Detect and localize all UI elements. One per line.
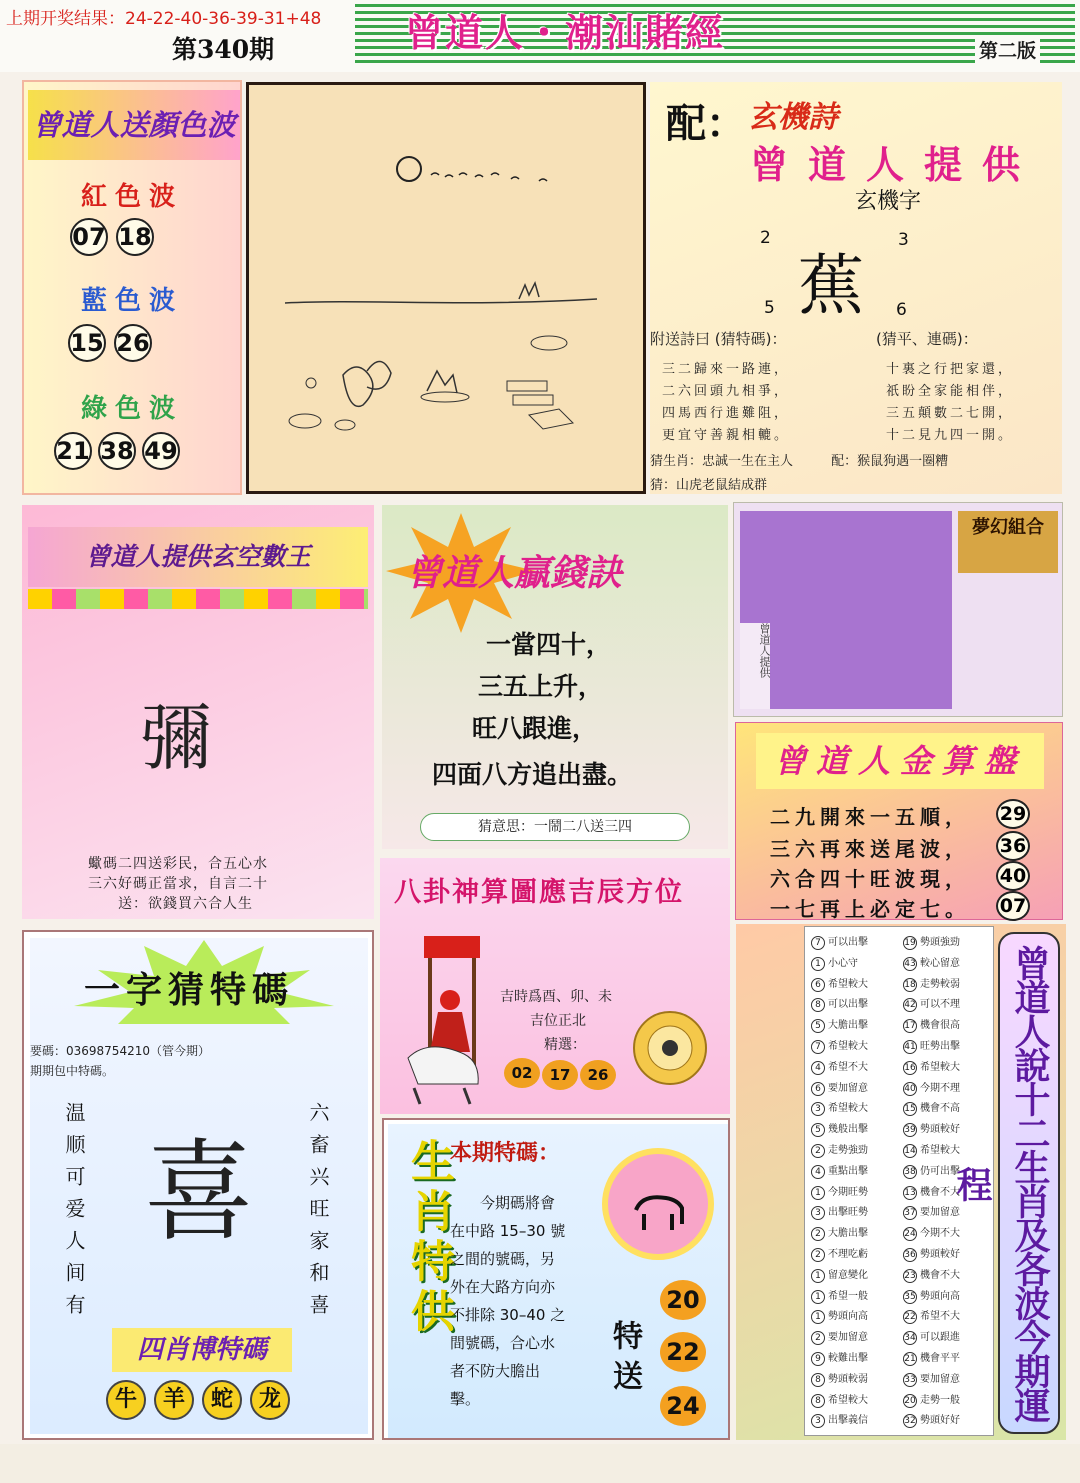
- zodiac-fortune-text: 幾般出擊: [828, 1124, 868, 1136]
- abacus-line: 三六再來送尾波，: [770, 837, 970, 861]
- zodiac-fortune-number: 7: [811, 936, 825, 950]
- guess-right-column: 六畜兴旺家和喜: [306, 1102, 330, 1326]
- zodiac-fortune-number: 4: [811, 1165, 825, 1179]
- zodiac-fortune-row: [903, 1266, 960, 1283]
- zodiac-fortune-row: [903, 1141, 960, 1158]
- special-vertical-title: 生肖特供: [403, 1138, 454, 1338]
- zodiac-fortune-text: 出擊旺勢: [828, 1207, 868, 1219]
- zodiac-fortune-text: 今期旺勢: [828, 1186, 868, 1198]
- color-wave-title: 曾道人送顏色波: [28, 90, 240, 160]
- zodiac-fortune-row: [811, 1120, 868, 1137]
- guess-code-line: 期期包中特碼。: [30, 1064, 115, 1078]
- special-title: 本期特碼：: [450, 1141, 561, 1166]
- zodiac-fortune-text: 機會平平: [920, 1353, 960, 1364]
- zodiac-fortune-row: [811, 995, 868, 1012]
- zodiac-fortune-row: [811, 1203, 868, 1220]
- zodiac-fortune-row: [903, 1349, 960, 1366]
- zodiac-fortune-number: 21: [904, 1354, 916, 1364]
- win-line: 一當四十，: [486, 630, 612, 659]
- mystery-line: 送：欲錢買六合人生: [118, 896, 253, 912]
- zodiac-fortune-text: 重點出擊: [828, 1165, 868, 1177]
- zodiac-fortune-text: 較心留意: [920, 957, 960, 969]
- zodiac-fortune-row: [903, 1307, 960, 1324]
- zodiac-fortune-row: [903, 1016, 960, 1033]
- bagua-lucky-direction: 吉位正北: [530, 1013, 586, 1029]
- zodiac-fortune-row: [811, 1411, 868, 1428]
- issue-number: 第340期: [172, 35, 275, 64]
- poem-pei-label: 配：: [666, 100, 746, 147]
- zodiac-fortune-row: [811, 1099, 868, 1116]
- poem-title: 玄機詩: [748, 100, 838, 135]
- zodiac-fortune-text: 大膽出擊: [828, 1228, 868, 1240]
- zodiac-fortune-row: [811, 954, 858, 971]
- zodiac-fortune-row: [811, 1141, 868, 1158]
- special-number: 24: [660, 1386, 706, 1426]
- zodiac-fortune-text: 勢頭向高: [920, 1290, 960, 1302]
- poem-subtitle-right: (猜平、連碼)：: [876, 330, 978, 348]
- poem-line-right: 三五顛數二七開，: [886, 406, 1015, 421]
- zodiac-fortune-row: [811, 1016, 868, 1033]
- poem-line-right: 祇盼全家能相伴，: [886, 384, 1015, 399]
- xuanji-character: 蕉: [798, 247, 864, 324]
- win-title: 曾道人贏錢訣: [406, 553, 623, 594]
- zodiac-fortune-text: 希望較大: [828, 1394, 868, 1406]
- poem-subtitle-left: 附送詩曰 (猜特碼)：: [650, 330, 787, 348]
- zodiac-fortune-row: [903, 1203, 960, 1220]
- zodiac-fortune-row: [903, 1411, 960, 1428]
- bagua-number: 17: [542, 1060, 578, 1090]
- zodiac-fortune-row: [811, 1328, 868, 1345]
- abacus-number: 36: [996, 831, 1030, 861]
- pei-line-text: 配：猴鼠狗遇一圈糟: [831, 454, 949, 469]
- special-text-line: 不排除 30–40 之: [450, 1306, 566, 1324]
- zodiac-fortune-text: 可以跟進: [920, 1332, 960, 1344]
- mystery-number-panel: [22, 505, 374, 919]
- zodiac-fortune-row: [811, 1391, 868, 1408]
- zodiac-fortune-text: 機會不大: [920, 1269, 960, 1281]
- zodiac-fortune-text: 仍可出擊: [920, 1165, 960, 1177]
- riddle-illustration-panel: [246, 82, 646, 494]
- special-send-label: 特送: [607, 1320, 642, 1400]
- zodiac-fortune-text: 可以不理: [920, 999, 960, 1011]
- zodiac-fortune-text: 希望較大: [920, 1145, 960, 1156]
- zodiac-fortune-number: 20: [904, 1395, 916, 1406]
- zodiac-fortune-text: 要加留意: [920, 1207, 960, 1219]
- zodiac-fortune-number: 39: [904, 1125, 916, 1136]
- win-money-panel: [382, 505, 728, 849]
- zodiac-fortune-number: 38: [904, 1166, 916, 1177]
- guess-zodiac-line: [650, 450, 948, 469]
- zodiac-fortune-number: 8: [811, 1394, 825, 1408]
- zodiac-fortune-text: 出擊義信: [828, 1415, 868, 1427]
- zodiac-fortune-number: 2: [811, 1248, 825, 1262]
- bagua-title: 八卦神算圖應吉辰方位: [394, 877, 684, 908]
- zodiac-fortune-number: 8: [811, 1373, 825, 1387]
- zodiac-fortune-text: 小心守: [828, 957, 858, 969]
- zodiac-fortune-text: 要加留意: [920, 1373, 960, 1385]
- zodiac-fortune-text: 希望不大: [920, 1311, 960, 1323]
- poem-line-left: 三二歸來一路連，: [662, 362, 791, 377]
- zodiac-fortune-text: 較難出擊: [828, 1353, 868, 1364]
- abacus-number: 07: [996, 891, 1030, 921]
- zodiac-fortune-number: 32: [904, 1416, 916, 1427]
- mystery-title: 曾道人提供玄空數王: [28, 527, 368, 587]
- bagua-selected-label: 精選：: [544, 1037, 586, 1053]
- sketch-illustration: [249, 85, 643, 491]
- zodiac-fortune-number: 34: [904, 1333, 916, 1344]
- red-wave-number: 07: [70, 218, 108, 256]
- zodiac-fortune-number: 40: [904, 1083, 916, 1094]
- zodiac-fortune-text: 希望較大: [828, 1041, 868, 1052]
- zodiac-snake: 蛇: [202, 1380, 242, 1420]
- green-wave-number: 49: [142, 432, 180, 470]
- abacus-line: 六合四十旺波現，: [770, 867, 970, 891]
- color-wave-panel: [22, 80, 242, 495]
- zodiac-fortune-text: 勢頭較好: [920, 1249, 960, 1260]
- zodiac-fortune-number: 35: [904, 1291, 916, 1302]
- zodiac-fortune-row: [903, 1391, 960, 1408]
- zodiac-fortune-number: 37: [904, 1208, 916, 1219]
- edition-label: 第二版: [975, 36, 1040, 63]
- abacus-title: 曾道人金算盤: [756, 733, 1044, 789]
- zodiac-fortune-text: 希望不大: [828, 1061, 868, 1073]
- zodiac-fortune-row: [811, 1245, 868, 1262]
- corner-digit: 2: [760, 228, 771, 248]
- zodiac-fortune-text: 不理吃虧: [828, 1249, 868, 1260]
- zodiac-fortune-number: 9: [811, 1352, 825, 1366]
- zodiac-fortune-number: 17: [904, 1021, 916, 1032]
- abacus-number: 40: [996, 861, 1030, 891]
- zodiac-fortune-text: 勢頭較弱: [828, 1373, 868, 1385]
- zodiac-fortune-number: 5: [811, 1123, 825, 1137]
- win-line: 四面八方追出盡。: [432, 760, 633, 789]
- zodiac-fortune-text: 要加留意: [828, 1332, 868, 1344]
- mystery-band: [28, 589, 368, 609]
- zodiac-fortune-row: [811, 1307, 868, 1324]
- guess-line: 猜：山虎老鼠結成群: [650, 478, 768, 493]
- zodiac-fortune-text: 希望較大: [828, 978, 868, 990]
- zodiac-ox: 牛: [106, 1380, 146, 1420]
- poem-line-left: 更宜守善親相轆。: [662, 428, 791, 443]
- poem-line-right: 十二見九四一開。: [886, 428, 1015, 443]
- zodiac-fortune-number: 43: [904, 958, 916, 969]
- zodiac-fortune-text: 希望較大: [828, 1103, 868, 1115]
- bagua-compass-icon: [630, 1008, 710, 1088]
- special-text-line: 之間的號碼，另: [450, 1250, 556, 1268]
- zodiac-fortune-number: 2: [811, 1331, 825, 1345]
- poem-line-left: 四馬西行進難阻，: [662, 406, 791, 421]
- dream-signature: 曾道人提供: [740, 623, 770, 709]
- poem-provider: 曾道人提供: [750, 143, 1041, 187]
- mystery-line: 蠍碼二四送彩民，合五心水: [88, 856, 268, 872]
- zodiac-fortune-text: 今期不大: [920, 1228, 960, 1240]
- zodiac-fortune-row: [811, 1266, 868, 1283]
- xuanji-label: 玄機字: [855, 189, 922, 214]
- zodiac-fortune-row: [903, 1224, 960, 1241]
- golden-abacus-panel: [735, 722, 1063, 920]
- zodiac-fortune-row: [811, 1224, 868, 1241]
- zodiac-fortune-number: 24: [904, 1229, 916, 1240]
- zodiac-fortune-row: [903, 975, 960, 992]
- zodiac-fortune-text: 留意變化: [828, 1269, 868, 1281]
- zodiac-fortune-number: 41: [904, 1042, 916, 1052]
- win-hint: 猜意思：一鬧二八送三四: [420, 813, 690, 841]
- zodiac-fortune-text: 今期不理: [920, 1082, 960, 1094]
- mystery-glyph: 彌: [140, 696, 213, 780]
- zodiac-fortune-number: 23: [904, 1270, 916, 1281]
- green-wave-number: 38: [98, 432, 136, 470]
- special-code-panel: [382, 1118, 730, 1440]
- corner-digit: 3: [898, 230, 909, 250]
- zodiac-fortune-row: [811, 975, 868, 992]
- zodiac-fortune-row: [903, 1328, 960, 1345]
- zodiac-fortune-row: [811, 1183, 868, 1200]
- special-text-line: 今期碼將會: [480, 1194, 556, 1212]
- zodiac-fortune-text: 勢頭好好: [920, 1415, 960, 1427]
- zodiac-fortune-row: [903, 995, 960, 1012]
- zodiac-fortune-number: 8: [811, 998, 825, 1012]
- zodiac-fortune-panel: [736, 924, 1066, 1440]
- dream-combo-panel: [733, 502, 1063, 717]
- zodiac-fortune-text: 可以出擊: [828, 937, 868, 948]
- zodiac-fortune-number: 13: [904, 1187, 916, 1198]
- zodiac-fortune-text: 旺勢出擊: [920, 1041, 960, 1052]
- zodiac-fortune-number: 4: [811, 1061, 825, 1075]
- special-text-line: 擊。: [450, 1390, 481, 1408]
- abacus-number: 29: [996, 799, 1030, 829]
- zodiac-fortune-text: 勢頭較好: [920, 1124, 960, 1136]
- zodiac-fortune-row: [903, 1120, 960, 1137]
- zodiac-fortune-number: 1: [811, 957, 825, 971]
- zodiac-fortune-text: 機會不大: [920, 1186, 960, 1198]
- bagua-lucky-time: 吉時爲酉、卯、未: [500, 989, 612, 1005]
- zodiac-fortune-row: [811, 1349, 868, 1366]
- zodiac-fortune-number: 42: [904, 1000, 916, 1011]
- zodiac-fortune-row: [811, 1287, 868, 1304]
- warrior-on-horse-icon: [394, 928, 494, 1108]
- abacus-line: 一七再上必定七。: [770, 897, 970, 921]
- zodiac-fortune-text: 走勢強勁: [828, 1145, 868, 1156]
- zodiac-fortune-number: 1: [811, 1310, 825, 1324]
- win-line: 旺八跟進，: [472, 714, 598, 743]
- zodiac-fortune-number: 1: [811, 1290, 825, 1304]
- special-number: 20: [660, 1280, 706, 1320]
- zodiac-fortune-row: [811, 1079, 868, 1096]
- last-result-text: 上期开奖结果：24-22-40-36-39-31+48: [6, 9, 322, 29]
- zodiac-fortune-number: 7: [811, 1040, 825, 1054]
- zodiac-fortune-number: 6: [811, 1082, 825, 1096]
- zodiac-fortune-text: 機會很高: [920, 1020, 960, 1032]
- zodiac-fortune-number: 1: [811, 1186, 825, 1200]
- zodiac-fortune-number: 3: [811, 1414, 825, 1428]
- poem-line-left: 二六回頭九相爭，: [662, 384, 791, 399]
- zodiac-fortune-text: 希望較大: [920, 1061, 960, 1073]
- zodiac-fortune-row: [811, 933, 868, 950]
- zodiac-fortune-text: 可以出擊: [828, 999, 868, 1011]
- zodiac-fortune-text: 機會不高: [920, 1103, 960, 1115]
- zodiac-fortune-number: 36: [904, 1250, 916, 1260]
- blue-wave-number: 15: [68, 324, 106, 362]
- one-char-guess-panel: [22, 930, 374, 1440]
- guess-code-line: 要碼：03698754210（管今期）: [30, 1044, 210, 1058]
- guess-character: 喜: [144, 1128, 254, 1256]
- zodiac-fortune-number: 6: [811, 978, 825, 992]
- dream-title: 夢幻組合: [958, 511, 1058, 573]
- win-line: 三五上升，: [478, 672, 604, 701]
- zodiac-fortune-number: 15: [904, 1104, 916, 1115]
- zodiac-fortune-row: [811, 1370, 868, 1387]
- dream-text-block: [740, 511, 952, 709]
- zodiac-fortune-text: 勢頭向高: [828, 1311, 868, 1323]
- zodiac-goat: 羊: [154, 1380, 194, 1420]
- zodiac-fortune-number: 3: [811, 1206, 825, 1220]
- zodiac-fortune-number: 18: [904, 979, 916, 990]
- bagua-number: 26: [580, 1060, 616, 1090]
- zodiac-fortune-text: 勢頭強勁: [920, 937, 960, 948]
- bottom-margin: [0, 1444, 1080, 1483]
- zodiac-fortune-row: [903, 1058, 960, 1075]
- blue-wave-label: 藍色波: [80, 286, 183, 316]
- zodiac-dragon: 龙: [250, 1380, 290, 1420]
- corner-digit: 6: [896, 300, 907, 320]
- red-wave-number: 18: [116, 218, 154, 256]
- zodiac-fortune-number: 2: [811, 1227, 825, 1241]
- special-number: 22: [660, 1332, 706, 1372]
- red-wave-label: 紅色波: [80, 182, 183, 212]
- zodiac-fortune-row: [903, 1099, 960, 1116]
- zodiac-fortune-row: [811, 1162, 868, 1179]
- zodiac-fortune-row: [903, 1287, 960, 1304]
- zodiac-fortune-row: [903, 1370, 960, 1387]
- zodiac-fortune-text: 大膽出擊: [828, 1020, 868, 1032]
- special-text-line: 在中路 15–30 號: [450, 1222, 566, 1240]
- green-wave-label: 綠色波: [80, 394, 183, 424]
- paper-title: 曾道人・潮汕賭經: [405, 11, 726, 55]
- zodiac-fortune-number: 33: [904, 1374, 916, 1385]
- zodiac-fortune-number: 16: [904, 1062, 916, 1073]
- zodiac-fortune-text: 希望一般: [828, 1290, 868, 1302]
- guess-zodiac-text: 猜生肖：忠誠一生在主人: [650, 454, 794, 469]
- abacus-line: 二九開來一五順，: [770, 805, 970, 829]
- zodiac-fortune-text: 要加留意: [828, 1082, 868, 1094]
- zodiac-fortune-number: 22: [904, 1312, 916, 1323]
- zodiac-fortune-text: 走勢較弱: [920, 978, 960, 990]
- zodiac-fortune-row: [903, 1037, 960, 1054]
- zodiac-fortune-number: 5: [811, 1019, 825, 1033]
- zodiac-fortune-number: 2: [811, 1144, 825, 1158]
- zodiac-fortune-row: [903, 1079, 960, 1096]
- zodiac-fortune-row: [811, 1058, 868, 1075]
- zodiac-fortune-number: 14: [904, 1146, 916, 1156]
- zodiac-fortune-number: 3: [811, 1102, 825, 1116]
- mystery-line: 三六好碼正當求，自言二十: [88, 876, 268, 892]
- special-text-line: 間號碼，合心水: [450, 1334, 556, 1352]
- special-text-line: 外在大路方向亦: [450, 1278, 556, 1296]
- ox-flower-icon: [602, 1148, 714, 1260]
- zodiac-fortune-title: 曾道人說十二生肖及各波今期運程: [998, 932, 1060, 1434]
- zodiac-fortune-text: 走勢一般: [920, 1394, 960, 1406]
- four-zodiac-title: 四肖博特碼: [112, 1328, 292, 1372]
- zodiac-fortune-number: 1: [811, 1269, 825, 1283]
- zodiac-fortune-row: [903, 1245, 960, 1262]
- blue-wave-number: 26: [114, 324, 152, 362]
- bagua-number: 02: [504, 1058, 540, 1088]
- zodiac-fortune-row: [811, 1037, 868, 1054]
- bagua-panel: [380, 858, 730, 1114]
- zodiac-fortune-row: [903, 954, 960, 971]
- poem-panel: [650, 82, 1062, 494]
- guess-title: 一字猜特碼: [84, 970, 295, 1011]
- corner-digit: 5: [764, 298, 775, 318]
- special-text-line: 者不防大膽出: [450, 1362, 541, 1380]
- zodiac-fortune-number: 19: [904, 938, 916, 948]
- green-wave-number: 21: [54, 432, 92, 470]
- guess-left-column: 温顺可爱人间有: [62, 1102, 86, 1326]
- poem-line-right: 十裏之行把家還，: [886, 362, 1015, 377]
- zodiac-fortune-row: [903, 933, 960, 950]
